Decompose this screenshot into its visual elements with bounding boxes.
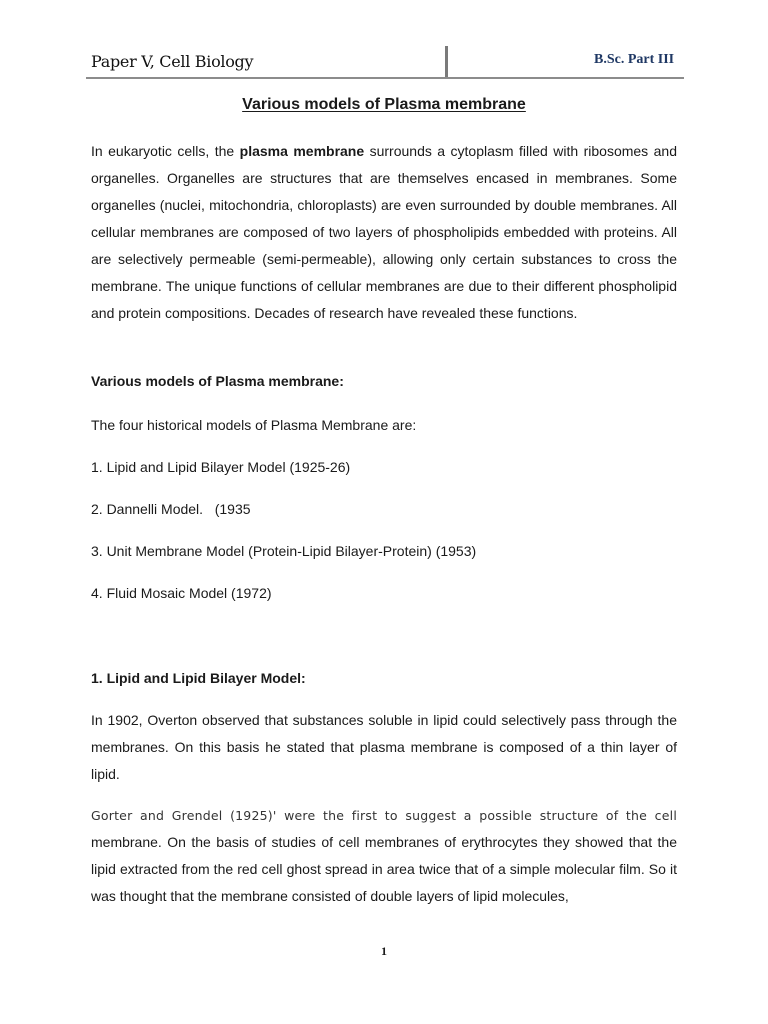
header-divider [445, 46, 448, 77]
models-intro: The four historical models of Plasma Membrane are: [91, 417, 417, 433]
model-list-item: 1. Lipid and Lipid Bilayer Model (1925-26) [91, 459, 351, 475]
model-list-item: 4. Fluid Mosaic Model (1972) [91, 585, 272, 601]
section-heading: 1. Lipid and Lipid Bilayer Model: [91, 670, 306, 686]
gorter-lead-text: Gorter and Grendel (1925)' were the first to suggest a possible structure of the cell [91, 808, 677, 823]
page-title: Various models of Plasma membrane [242, 96, 526, 113]
page-number: 1 [381, 944, 387, 958]
gorter-rest-text: membrane. On the basis of studies of cell membranes of erythrocytes they showed that the lipid extracted from the red cell ghost spread in area twice that of a simple molecular film. So it was thought that the membrane consisted of double layers of lipid molecules, [91, 834, 677, 904]
models-heading: Various models of Plasma membrane: [91, 373, 344, 389]
model-list-item: 2. Dannelli Model. (1935 [91, 501, 251, 517]
header-course-title: Paper V, Cell Biology [91, 52, 254, 71]
intro-text-before: In eukaryotic cells, the [91, 143, 240, 159]
gorter-paragraph [91, 802, 677, 910]
header-class-label: B.Sc. Part III [594, 52, 675, 67]
intro-bold-term: plasma membrane [239, 143, 365, 159]
intro-text-after: surrounds a cytoplasm filled with ribosomes and organelles. Organelles are structures that are themselves encased in membranes. Some organelles (nuclei, mitochondria, chloroplasts) are even surrounded by double membranes. All cellular membranes are composed of two layers of phospholipids embedded with proteins. All are selectively permeable (semi-permeable), allowing only certain substances to cross the membrane. The unique functions of cellular membranes are due to their different phospholipid and protein compositions. Decades of research have revealed these functions. [91, 143, 677, 321]
intro-paragraph [91, 138, 677, 327]
overton-paragraph: In 1902, Overton observed that substances soluble in lipid could selectively pass through the membranes. On this basis he stated that plasma membrane is composed of a thin layer of lipid. [91, 712, 677, 782]
header-rule [86, 77, 684, 79]
model-list-item: 3. Unit Membrane Model (Protein-Lipid Bilayer-Protein) (1953) [91, 543, 477, 559]
